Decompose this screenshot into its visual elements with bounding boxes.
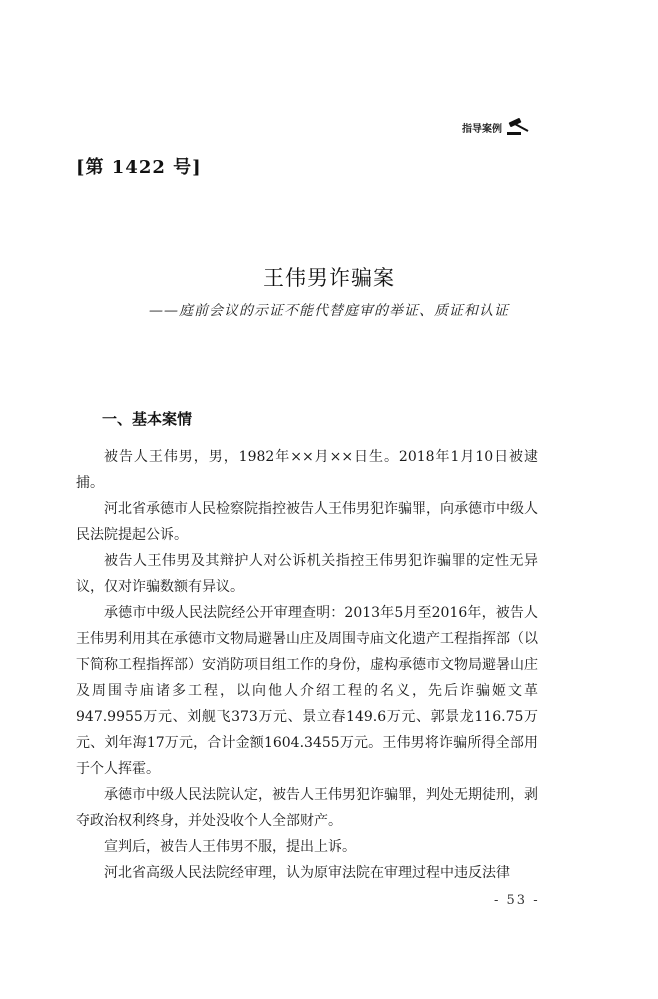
page-subtitle: ——庭前会议的示证不能代替庭审的举证、质证和认证 — [149, 303, 509, 319]
page-title: 王伟男诈骗案 — [263, 266, 395, 290]
paragraph: 承德市中级人民法院经公开审理查明：2013年5月至2016年，被告人王伟男利用其在承德市文物局避暑山庄及周围寺庙文化遗产工程指挥部（以下简称工程指挥部）安消防项目组工作的身份，虚构承德市文物局避暑山庄及周围寺庙诸多工程，以向他人介绍工程的名义，先后诈骗姬文革947.9955万元、刘舰飞373万元、景立春149.6万元、郭景龙116.75万元、刘年海17万元，合计金额1604.3455万元。王伟男将诈骗所得全部用于个人挥霍。 — [76, 605, 538, 777]
body-text — [76, 444, 538, 886]
paragraph: 被告人王伟男及其辩护人对公诉机关指控王伟男犯诈骗罪的定性无异议，仅对诈骗数额有异议。 — [76, 553, 538, 595]
section-label: 指导案例 — [462, 123, 502, 135]
paragraph: 河北省承德市人民检察院指控被告人王伟男犯诈骗罪，向承德市中级人民法院提起公诉。 — [76, 501, 538, 543]
running-header — [462, 118, 534, 136]
paragraph: 被告人王伟男，男，1982年××月××日生。2018年1月10日被逮捕。 — [76, 449, 538, 491]
paragraph: 承德市中级人民法院认定，被告人王伟男犯诈骗罪，判处无期徒刑，剥夺政治权利终身，并处没收个人全部财产。 — [76, 787, 538, 829]
section-heading: 一、基本案情 — [102, 410, 193, 428]
paragraph: 宣判后，被告人王伟男不服，提出上诉。 — [104, 839, 356, 855]
page-number: - 53 - — [494, 893, 540, 908]
gavel-icon — [506, 118, 534, 136]
case-number: [第 1422 号] — [76, 157, 202, 178]
paragraph: 河北省高级人民法院经审理，认为原审法院在审理过程中违反法律 — [104, 865, 510, 881]
